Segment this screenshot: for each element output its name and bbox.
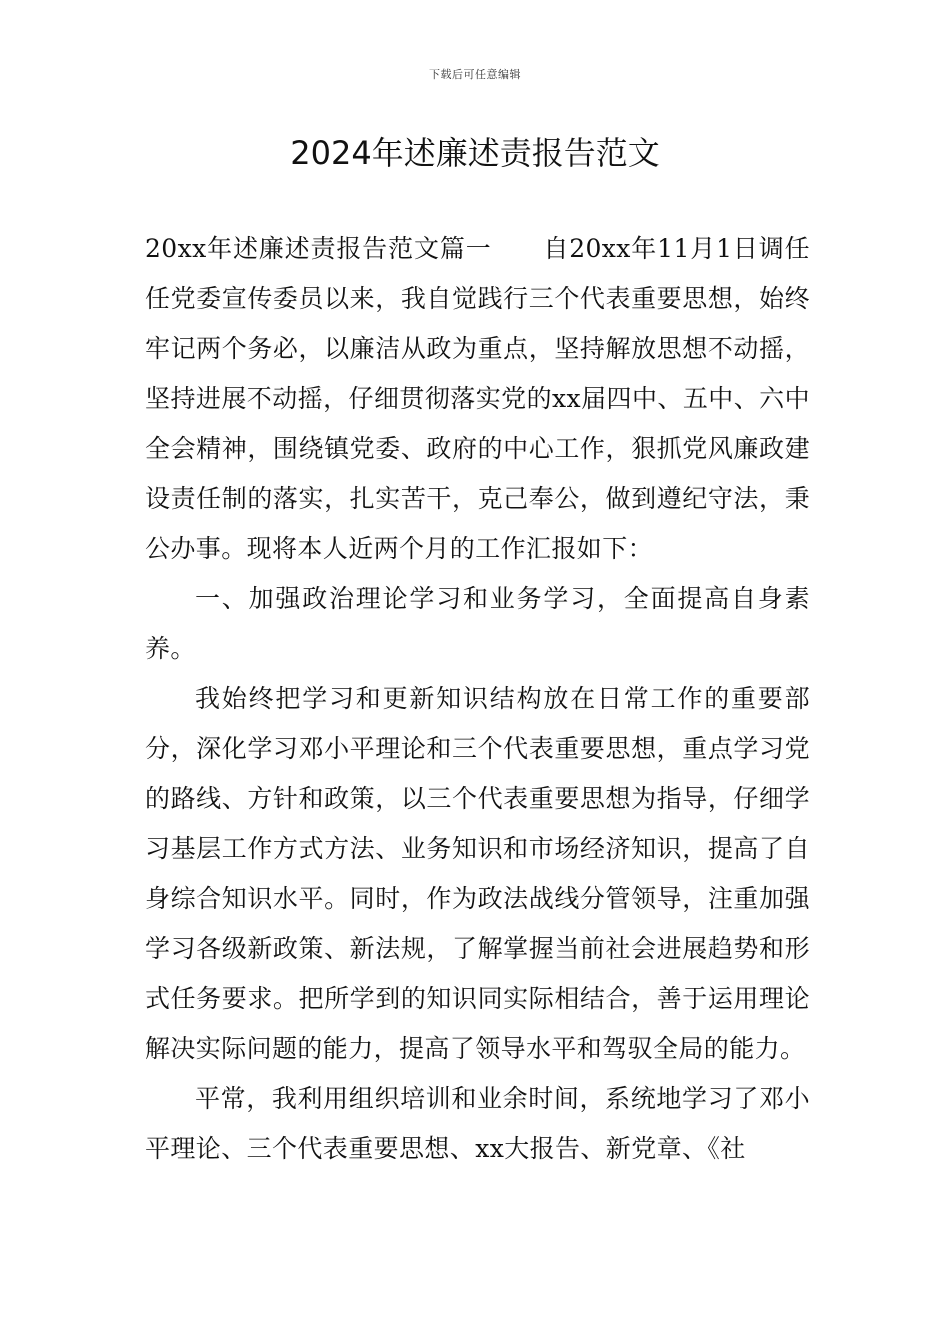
paragraph-training: 平常，我利用组织培训和业余时间，系统地学习了邓小平理论、三个代表重要思想、xx大报告、新党章、《社 — [145, 1084, 810, 1163]
document-body — [145, 224, 810, 1174]
paragraph-intro: 20xx年述廉述责报告范文篇一 自20xx年11月1日调任任党委宣传委员以来，我自觉践行三个代表重要思想，始终牢记两个务必，以廉洁从政为重点，坚持解放思想不动摇，坚持进展不动摇，仔细贯彻落实党的xx届四中、五中、六中全会精神，围绕镇党委、政府的中心工作，狠抓党风廉政建设责任制的落实，扎实苦干，克己奉公，做到遵纪守法，秉公办事。现将本人近两个月的工作汇报如下： — [145, 234, 810, 563]
document-title: 2024年述廉述责报告范文 — [290, 134, 660, 172]
page-header-note: 下载后可任意编辑 — [429, 68, 521, 81]
paragraph-section-heading: 一、加强政治理论学习和业务学习，全面提高自身素养。 — [145, 584, 810, 663]
paragraph-study: 我始终把学习和更新知识结构放在日常工作的重要部分，深化学习邓小平理论和三个代表重要思想，重点学习党的路线、方针和政策，以三个代表重要思想为指导，仔细学习基层工作方式方法、业务知识和市场经济知识，提高了自身综合知识水平。同时，作为政法战线分管领导，注重加强学习各级新政策、新法规，了解掌握当前社会进展趋势和形式任务要求。把所学到的知识同实际相结合，善于运用理论解决实际问题的能力，提高了领导水平和驾驭全局的能力。 — [145, 684, 810, 1063]
